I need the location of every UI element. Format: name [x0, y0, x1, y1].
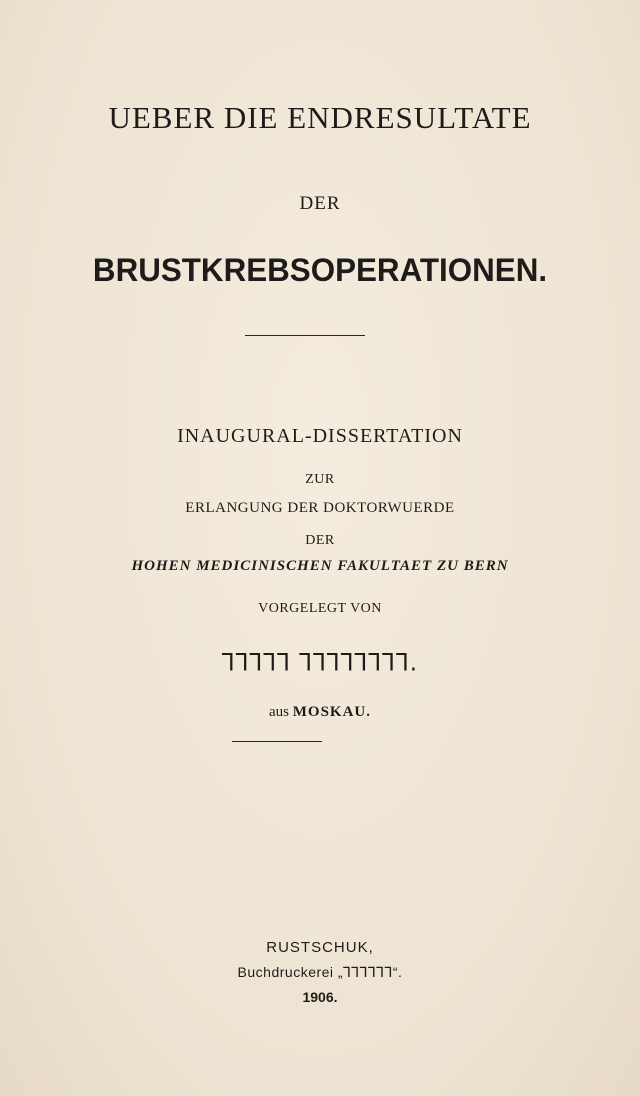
- origin-city: MOSKAU.: [292, 704, 371, 720]
- title-line-3: BRUSTKREBSOPERATIONEN.: [92, 252, 548, 288]
- imprint-place: RUSTSCHUK,: [266, 939, 374, 956]
- vorgelegt-text: VORGELEGT VON: [258, 601, 382, 616]
- zur-text: ZUR: [305, 472, 335, 487]
- title-line-1: UEBER DIE ENDRESULTATE: [108, 100, 532, 135]
- author-name: ꞀꞀꞀꞀꞀ ꞀꞀꞀꞀꞀꞀꞀꞀ.: [221, 649, 419, 677]
- origin-prefix: aus: [269, 704, 289, 720]
- divider-rule-top: [245, 335, 365, 336]
- imprint-year: 1906.: [302, 989, 338, 1005]
- author-origin: [0, 704, 640, 721]
- imprint-printer: Buchdruckerei „ꞀꞀꞀꞀꞀꞀ“.: [237, 964, 403, 980]
- divider-rule-bottom: [232, 741, 322, 742]
- erlangung-text: ERLANGUNG DER DOKTORWUERDE: [185, 500, 455, 516]
- title-line-2: DER: [299, 193, 341, 214]
- faculty-text: HOHEN MEDICINISCHEN FAKULTAET ZU BERN: [131, 558, 509, 574]
- dissertation-heading: INAUGURAL-DISSERTATION: [177, 425, 463, 447]
- der-text: DER: [305, 533, 335, 548]
